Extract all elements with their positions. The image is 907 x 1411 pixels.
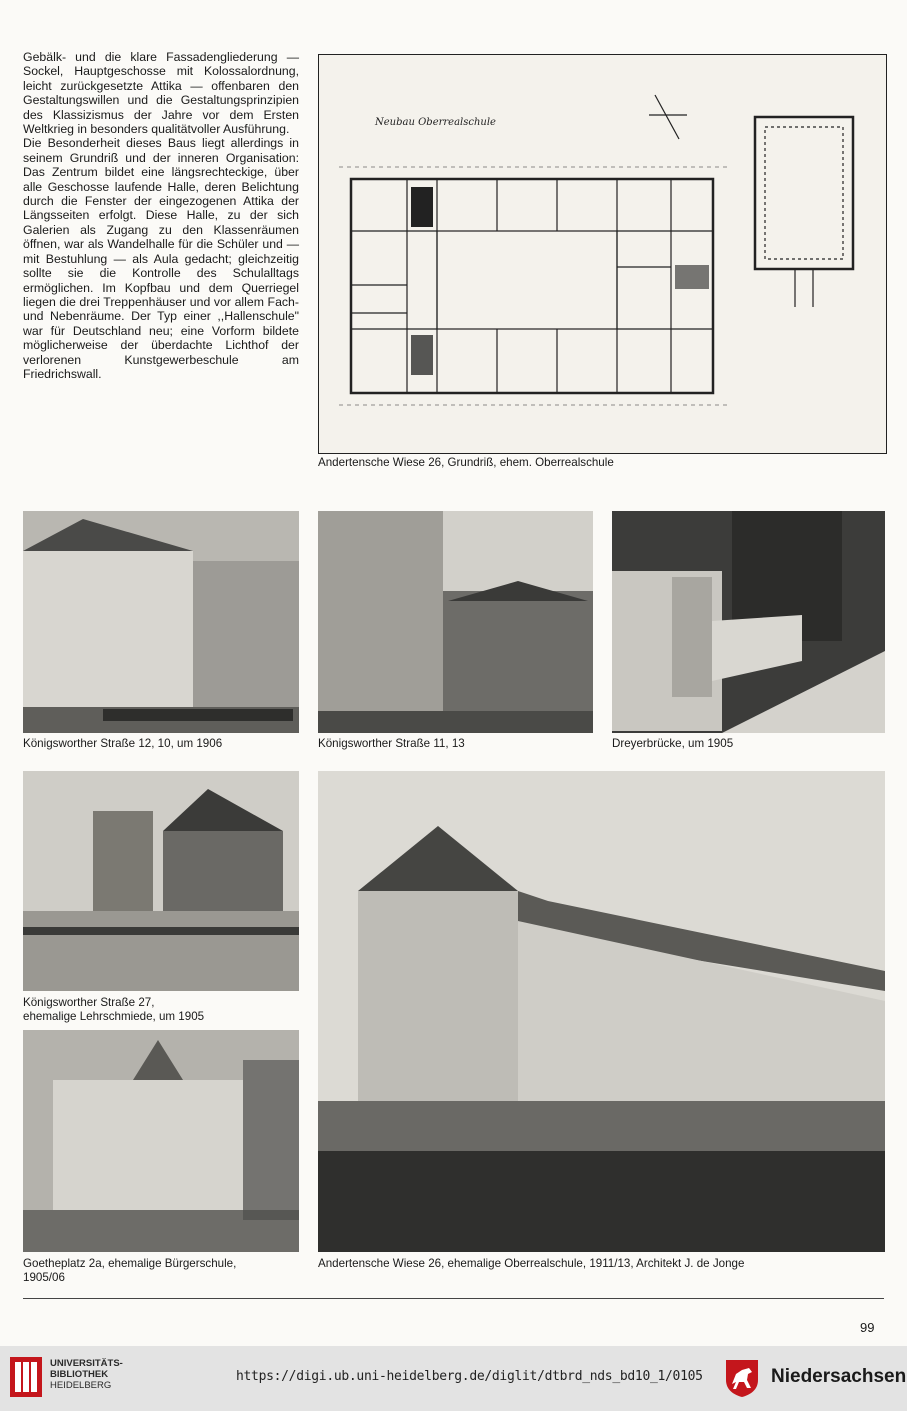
digital-library-footer	[0, 1346, 907, 1411]
photo-6-caption: Andertensche Wiese 26, ehemalige Oberrealschule, 1911/13, Architekt J. de Jonge	[318, 1257, 745, 1270]
photo-1-caption: Königsworther Straße 12, 10, um 1906	[23, 737, 223, 750]
university-library-name[interactable]	[50, 1358, 123, 1391]
photo-5-caption-line-2: 1905/06	[23, 1270, 65, 1284]
library-line-2: BIBLIOTHEK	[50, 1369, 109, 1380]
photo-goetheplatz-buergerschule	[23, 1030, 299, 1252]
photo-dreyerbruecke	[612, 511, 885, 733]
footer-rule	[23, 1298, 884, 1299]
floorplan-drawing	[319, 55, 886, 453]
photo-5-caption	[23, 1257, 236, 1284]
body-paragraph-2: Die Besonderheit dieses Baus liegt allerdings in seinem Grundriß und der inneren Organisation: Das Zentrum bildet eine längsrechteckige, über alle Geschosse laufende Halle, deren Belichtung durch die Fenster der eingezogenen Attika der Längsseiten erfolgt. Diese Halle, zu der sich Galerien als Zugang zu den Klassenräumen öffnen, war als Wandelhalle für die Schüler und — mit Bestuhlung — als Aula gedacht; gleichzeitig sollte sie die Kontrolle des Schulalltags ermöglichen. Im Kopfbau und dem Querriegel liegen die drei Treppenhäuser und vor allem Fach- und Nebenräume. Der Typ einer ,,Hallenschule" war für Deutschland neu; eine Vorform bildete möglicherweise der überdachte Lichthof der verlorenen Kunstgewerbeschule am Friedrichswall.	[23, 136, 299, 381]
floorplan-drawing-title: Neubau Oberrealschule	[375, 117, 496, 128]
library-line-1: UNIVERSITÄTS-	[50, 1358, 123, 1369]
permalink-url[interactable]: https://digi.ub.uni-heidelberg.de/diglit/dtbrd_nds_bd10_1/0105	[236, 1369, 703, 1384]
niedersachsen-label[interactable]: Niedersachsen	[771, 1366, 907, 1387]
niedersachsen-horse-icon[interactable]	[722, 1358, 762, 1398]
photo-4-caption-line-1: Königsworther Straße 27,	[23, 996, 155, 1009]
floorplan-caption: Andertensche Wiese 26, Grundriß, ehem. Oberrealschule	[318, 456, 614, 469]
photo-3-caption: Dreyerbrücke, um 1905	[612, 737, 734, 750]
photo-koenigsworther-12-10	[23, 511, 299, 733]
library-line-3: HEIDELBERG	[50, 1380, 112, 1391]
page-number: 99	[860, 1320, 875, 1335]
body-paragraph-1: Gebälk- und die klare Fassadengliederung — Sockel, Hauptgeschosse mit Kolossalordnung, leicht zurückgesetzte Attika — offenbaren den Gestaltungswillen und die Gestaltungsprinzipien des Klassizismus der Jahre vor dem Ersten Weltkrieg in besonders qualitätvoller Ausführung.	[23, 50, 299, 137]
photo-4-caption-line-2: ehemalige Lehrschmiede, um 1905	[23, 1009, 205, 1023]
photo-5-caption-line-1: Goetheplatz 2a, ehemalige Bürgerschule,	[23, 1257, 237, 1270]
photo-koenigsworther-11-13	[318, 511, 593, 733]
photo-2-caption: Königsworther Straße 11, 13	[318, 737, 465, 750]
body-text-column	[23, 50, 299, 381]
photo-4-caption	[23, 996, 204, 1023]
floorplan-figure	[318, 54, 887, 454]
photo-lehrschmiede	[23, 771, 299, 991]
university-library-logo-icon[interactable]	[10, 1357, 42, 1397]
photo-oberrealschule	[318, 771, 885, 1252]
